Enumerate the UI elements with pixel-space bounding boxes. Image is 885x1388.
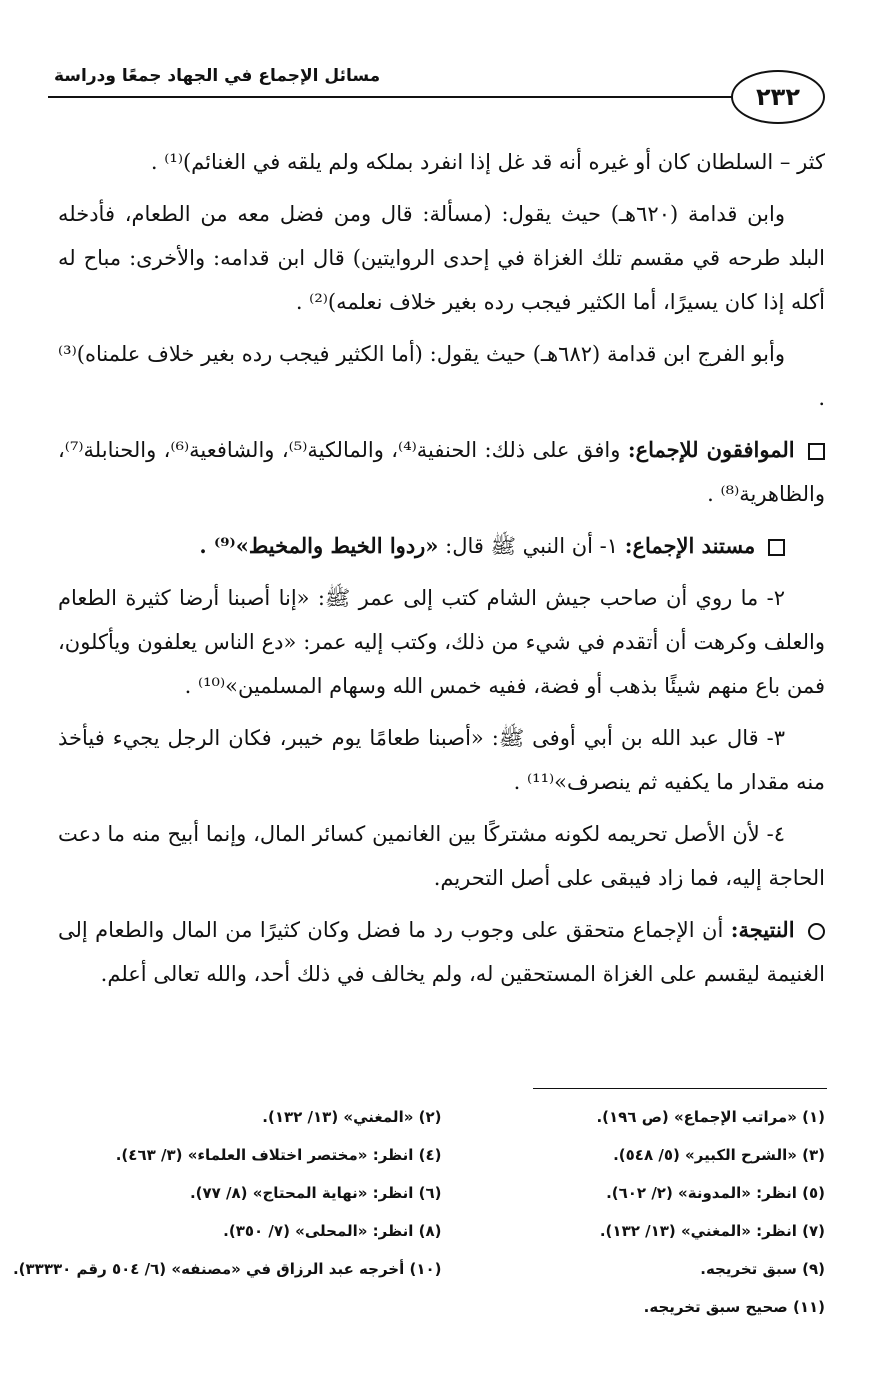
running-title: مسائل الإجماع في الجهاد جمعًا ودراسة xyxy=(54,66,381,86)
basis-quote: «ردوا الخيط والمخيط»⁽⁹⁾ . xyxy=(199,533,439,558)
footnote-7: (٧) انظر: «المغني» (١٣/ ١٣٢). xyxy=(599,1222,825,1240)
result-heading: النتيجة: xyxy=(730,917,795,942)
paragraph-evidence-2: ٢- ما روي أن صاحب جيش الشام كتب إلى عمر ﷺ: «إنا أصبنا أرضا كثيرة الطعام والعلف وكرهت أن أتقدم في شيء من ذلك، وكتب إليه عمر: «دع الناس يعلفون ويأكلون، فمن باع منهم شيئًا بذهب أو فضة، ففيه خمس الله وسهام المسلمين»⁽¹⁰⁾ . xyxy=(58,586,825,698)
footnote-4: (٤) انظر: «مختصر اختلاف العلماء» (٣/ ٤٦٣). xyxy=(115,1146,442,1164)
paragraph-agreement xyxy=(58,428,825,516)
paragraph-2: وابن قدامة (٦٢٠هـ) حيث يقول: (مسألة: قال ومن فضل معه من الطعام، فأدخله البلد طرحه قي مقسم تلك الغزاة في إحدى الروايتين) قال ابن قدامه: والأخرى: مباح له أكله إذا كان يسيرًا، أما الكثير فيجب رده بغير خلاف نعلمه)⁽²⁾ . xyxy=(58,202,825,314)
agreement-text: وافق على ذلك: الحنفية⁽⁴⁾، والمالكية⁽⁵⁾، والشافعية⁽⁶⁾، والحنابلة⁽⁷⁾، والظاهرية⁽⁸⁾ . xyxy=(58,438,825,506)
footnote-row xyxy=(58,1222,825,1260)
footnote-row xyxy=(58,1108,825,1146)
footnote-2: (٢) «المغني» (١٣/ ١٣٢). xyxy=(262,1108,442,1126)
footnote-row xyxy=(58,1298,825,1336)
agreement-heading: الموافقون للإجماع: xyxy=(627,437,795,462)
footnote-6: (٦) انظر: «نهاية المحتاج» (٨/ ٧٧). xyxy=(189,1184,442,1202)
footnote-row xyxy=(12,1260,825,1298)
paragraph-3: وأبو الفرج ابن قدامة (٦٨٢هـ) حيث يقول: (أما الكثير فيجب رده بغير خلاف علمناه)⁽³⁾ . xyxy=(58,342,825,410)
footnote-rule xyxy=(533,1088,827,1089)
footnote-11: (١١) صحيح سبق تخريجه. xyxy=(643,1298,825,1316)
paragraph-evidence-4: ٤- لأن الأصل تحريمه لكونه مشتركًا بين الغانمين كسائر المال، وإنما أبيح منه ما دعت الحاجة إليه، فما زاد فيبقى على أصل التحريم. xyxy=(58,822,825,890)
footnotes xyxy=(12,1108,825,1336)
footnote-5: (٥) انظر: «المدونة» (٢/ ٦٠٢). xyxy=(606,1184,825,1202)
main-text xyxy=(58,140,825,1004)
page-header xyxy=(48,58,825,118)
footnote-row xyxy=(58,1184,825,1222)
footnote-1: (١) «مراتب الإجماع» (ص ١٩٦). xyxy=(596,1108,825,1126)
footnote-10: (١٠) أخرجه عبد الرزاق في «مصنفه» (٦/ ٥٠٤ رقم ٣٣٣٣٠). xyxy=(12,1260,442,1278)
basis-text: ١- أن النبي ﷺ قال: xyxy=(445,534,619,558)
header-rule xyxy=(48,96,745,98)
circle-bullet-icon xyxy=(808,923,825,940)
square-bullet-icon xyxy=(808,443,825,460)
basis-heading: مستند الإجماع: xyxy=(624,533,756,558)
footnote-3: (٣) «الشرح الكبير» (٥/ ٥٤٨). xyxy=(613,1146,825,1164)
footnote-row xyxy=(58,1146,825,1184)
paragraph-basis xyxy=(58,524,825,568)
paragraph-1: كثر – السلطان كان أو غيره أنه قد غل إذا انفرد بملكه ولم يلقه في الغنائم)⁽¹⁾ . xyxy=(150,150,825,174)
square-bullet-icon xyxy=(768,539,785,556)
paragraph-evidence-3: ٣- قال عبد الله بن أبي أوفى ﷺ: «أصبنا طعامًا يوم خيبر، فكان الرجل يجيء فيأخذ منه مقدار ما يكفيه ثم ينصرف»⁽¹¹⁾ . xyxy=(58,726,825,794)
page-number: ٢٣٢ xyxy=(731,70,825,124)
result-text: أن الإجماع متحقق على وجوب رد ما فضل وكان كثيرًا من المال والطعام إلى الغنيمة ليقسم على الغزاة المستحقين له، ولم يخالف في ذلك أحد، والله تعالى أعلم. xyxy=(58,918,825,986)
paragraph-result xyxy=(58,908,825,996)
footnote-9: (٩) سبق تخريجه. xyxy=(700,1260,825,1278)
footnote-8: (٨) انظر: «المحلى» (٧/ ٣٥٠). xyxy=(223,1222,442,1240)
